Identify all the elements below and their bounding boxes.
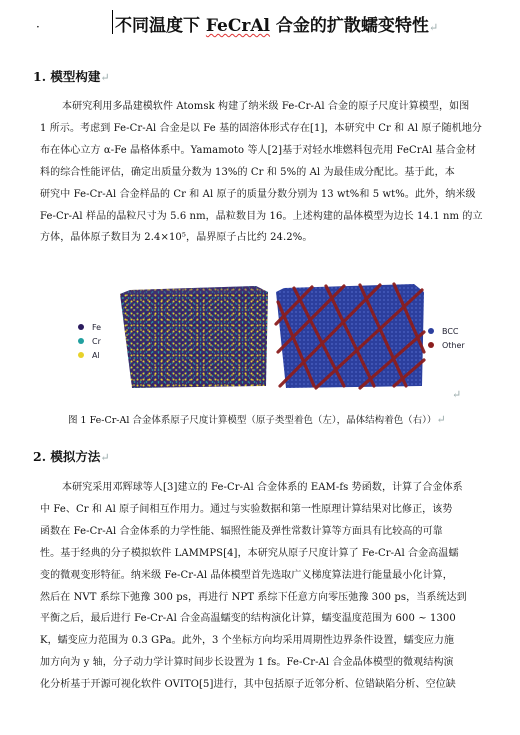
legend-swatch: [428, 342, 434, 348]
legend-item-cr: [78, 334, 101, 348]
body-line: 1 所示。考虑到 Fe-Cr-Al 合金是以 Fe 基的固溶体形式存在[1]，本研究中 Cr 和 Al 原子随机地分: [40, 122, 483, 134]
legend-swatch: [78, 352, 84, 358]
body-line: 变的微观变形特征。纳米级 Fe-Cr-Al 晶体模型首先选取广义梯度算法进行能量最小化计算，: [40, 569, 453, 581]
legend-item-bcc: [428, 324, 465, 338]
title-alloy: FeCrAl: [205, 16, 271, 36]
legend-label: Fe: [92, 322, 102, 332]
paragraph-mark-icon: ↵: [428, 21, 439, 34]
body-line: 平衡之后，最后进行 Fe-Cr-Al 合金高温蠕变的结构演化计算，蠕变温度范围为 600 ~ 1300: [40, 613, 456, 625]
body-line: 研究中 Fe-Cr-Al 合金样品的 Cr 和 Al 原子的质量分数分别为 13 wt%和 5 wt%。此外，纳米级: [40, 188, 476, 200]
body-line: 函数在 Fe-Cr-Al 合金体系的力学性能、辐照性能及弹性常数计算等方面具有比较高的可靠: [40, 525, 443, 537]
body-line: 性。基于经典的分子模拟软件 LAMMPS[4]，本研究从原子尺度计算了 Fe-Cr-Al 合金高温蠕: [40, 547, 459, 559]
bullet-marker: ·: [36, 20, 40, 34]
title-prefix: 不同温度下: [115, 16, 206, 36]
body-line: 本研究采用邓辉球等人[3]建立的 Fe-Cr-Al 合金体系的 EAM-fs 势函数，计算了合金体系: [62, 482, 463, 493]
section-1-body[interactable]: [40, 96, 489, 249]
body-line: 加方向为 y 轴，分子动力学计算时间步长设置为 1 fs。Fe-Cr-Al 合金晶体模型的微观结构演: [40, 657, 454, 669]
body-line: 化分析基于开源可视化软件 OVITO[5]进行，其中包括原子近邻分析、位错缺陷分析、空位缺: [40, 679, 456, 691]
legend-item-other: [428, 338, 465, 352]
legend-swatch: [78, 324, 84, 330]
crystal-structure-cube-image: [274, 282, 426, 390]
paragraph-mark-icon: ↵: [100, 451, 110, 464]
body-line: 方体，晶体原子数目为 2.4×10⁵，晶界原子占比约 24.2%。: [40, 232, 313, 244]
legend-item-fe: [78, 320, 101, 334]
paragraph-mark-icon: ↵: [100, 71, 110, 84]
figure-1: [60, 282, 480, 402]
paragraph-mark-icon: ↵: [452, 388, 462, 401]
body-line: 本研究利用多晶建模软件 Atomsk 构建了纳米级 Fe-Cr-Al 合金的原子尺度计算模型，如图: [62, 101, 470, 112]
legend-swatch: [78, 338, 84, 344]
body-line: K，蠕变应力范围为 0.3 GPa。此外，3 个坐标方向均采用周期性边界条件设置，蠕变应力施: [40, 635, 455, 647]
body-line: 布在体心立方 α-Fe 晶格体系中。Yamamoto 等人[2]基于对轻水堆燃料包壳用 FeCrAl 基合金材: [40, 144, 476, 156]
body-line: 中 Fe、Cr 和 Al 原子间相互作用力。通过与实验数据和第一性原理计算结果对比修正，该势: [40, 503, 453, 515]
caption-text: 图 1 Fe-Cr-Al 合金体系原子尺度计算模型（原子类型着色（左），晶体结构着色（右））: [68, 415, 437, 426]
body-line: 然后在 NVT 系综下弛豫 300 ps，再进行 NPT 系综下任意方向零压弛豫 300 ps，当系统达到: [40, 591, 467, 603]
atom-type-cube-image: [118, 282, 270, 390]
page-title[interactable]: [115, 11, 439, 36]
section-heading-2[interactable]: [33, 447, 110, 465]
paragraph-mark-icon: ↵: [436, 413, 446, 426]
legend-swatch: [428, 328, 434, 334]
section-2-heading-text: 2. 模拟方法: [33, 449, 101, 464]
legend-label: Other: [442, 340, 465, 350]
legend-atom-types: [78, 320, 101, 362]
figure-caption[interactable]: [68, 412, 488, 426]
legend-label: Al: [92, 350, 100, 360]
legend-label: BCC: [442, 326, 459, 336]
text-cursor: [112, 10, 113, 34]
legend-label: Cr: [92, 336, 101, 346]
section-heading-1[interactable]: [33, 67, 110, 85]
section-1-heading-text: 1. 模型构建: [33, 69, 101, 84]
title-suffix: 合金的扩散蠕变特性: [270, 16, 429, 36]
body-line: 料的综合性能评估，确定出质量分数为 13%的 Cr 和 5%的 Al 为最佳成分配比。基于此，本: [40, 166, 455, 178]
legend-item-al: [78, 348, 101, 362]
body-line: Fe-Cr-Al 样品的晶粒尺寸为 5.6 nm，晶粒数目为 16。上述构建的晶体模型为边长 14.1 nm 的立: [40, 210, 483, 222]
legend-structure-types: [428, 324, 465, 352]
section-2-body[interactable]: [40, 477, 489, 696]
